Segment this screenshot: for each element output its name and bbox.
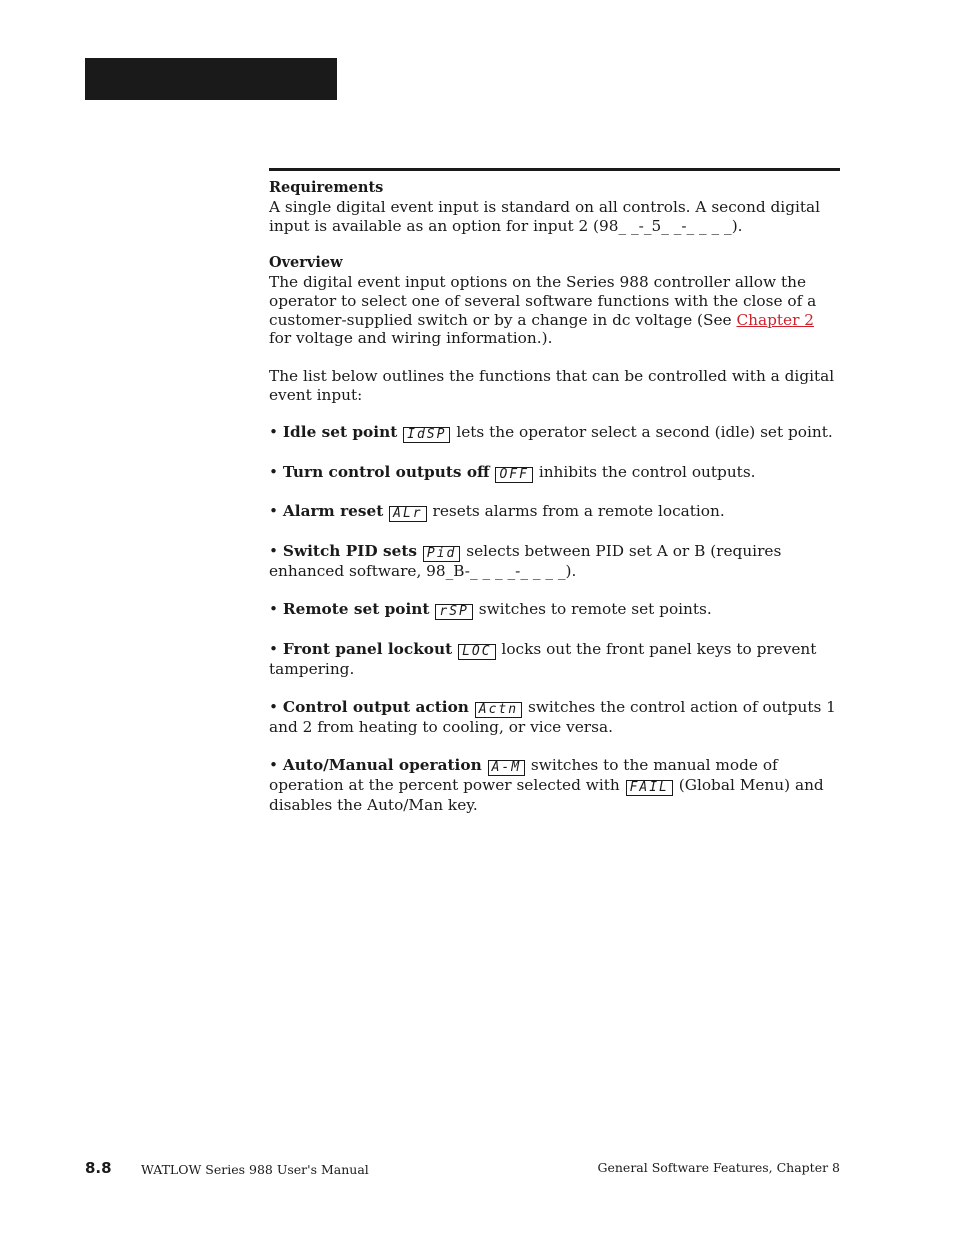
- page-number: 8.8: [85, 1159, 112, 1177]
- list-item: • Turn control outputs off OFF inhibits the control outputs.: [269, 462, 756, 482]
- list-item: • Switch PID sets Pid selects between PID set A or B (requires enhanced software, 98_B-_ _ _ _-_ _ _ _).: [269, 541, 782, 580]
- lcd-code: rSP: [435, 604, 472, 620]
- item-label: Turn control outputs off: [282, 462, 490, 481]
- overview-text: The digital event input options on the Series 988 controller allow the operator to select one of several software functions with the close of a customer-supplied switch or by a change in dc voltage (See Chapter 2 for voltage and wiring information.).: [269, 272, 817, 348]
- list-item: • Remote set point rSP switches to remote set points.: [269, 600, 712, 620]
- main-content: [269, 179, 840, 815]
- header-black-bar: [85, 58, 337, 100]
- chapter-title: General Software Features, Chapter 8: [597, 1160, 840, 1175]
- list-item: • Idle set point IdSP lets the operator select a second (idle) set point.: [269, 423, 833, 443]
- requirements-text: A single digital event input is standard on all controls. A second digital input is available as an option for input 2 (98_ _-_5_ _-_ _ _ _).: [269, 197, 821, 235]
- chapter-2-link[interactable]: Chapter 2: [736, 310, 815, 329]
- item-label: Switch PID sets: [282, 541, 418, 560]
- item-label: Alarm reset: [282, 502, 384, 521]
- manual-title: WATLOW Series 988 User's Manual: [141, 1162, 369, 1177]
- item-label: Auto/Manual operation: [282, 756, 482, 775]
- lcd-code: LOC: [458, 644, 495, 660]
- lcd-code: OFF: [495, 467, 532, 483]
- lcd-code: ALr: [389, 506, 426, 522]
- item-label: Front panel lockout: [282, 639, 453, 658]
- list-item: • Alarm reset ALr resets alarms from a remote location.: [269, 502, 725, 522]
- list-item: • Auto/Manual operation A-M switches to the manual mode of operation at the percent power selected with FAIL (Global Menu) and disables the Auto/Man key.: [269, 756, 824, 815]
- overview-heading: Overview: [269, 254, 343, 272]
- requirements-heading: Requirements: [269, 179, 384, 196]
- lcd-code: Actn: [475, 702, 522, 718]
- list-item: • Control output action Actn switches the control action of outputs 1 and 2 from heating to cooling, or vice versa.: [269, 697, 836, 736]
- lcd-code: FAIL: [626, 780, 673, 796]
- lcd-code: Pid: [423, 546, 460, 562]
- item-label: Idle set point: [282, 423, 398, 442]
- list-intro: The list below outlines the functions that can be controlled with a digital event input:: [269, 366, 835, 404]
- lcd-code: IdSP: [403, 427, 450, 443]
- item-label: Control output action: [282, 697, 469, 716]
- lcd-code: A-M: [488, 760, 525, 776]
- item-label: Remote set point: [282, 600, 430, 619]
- section-rule: [269, 168, 840, 171]
- list-item: • Front panel lockout LOC locks out the front panel keys to prevent tampering.: [269, 639, 817, 678]
